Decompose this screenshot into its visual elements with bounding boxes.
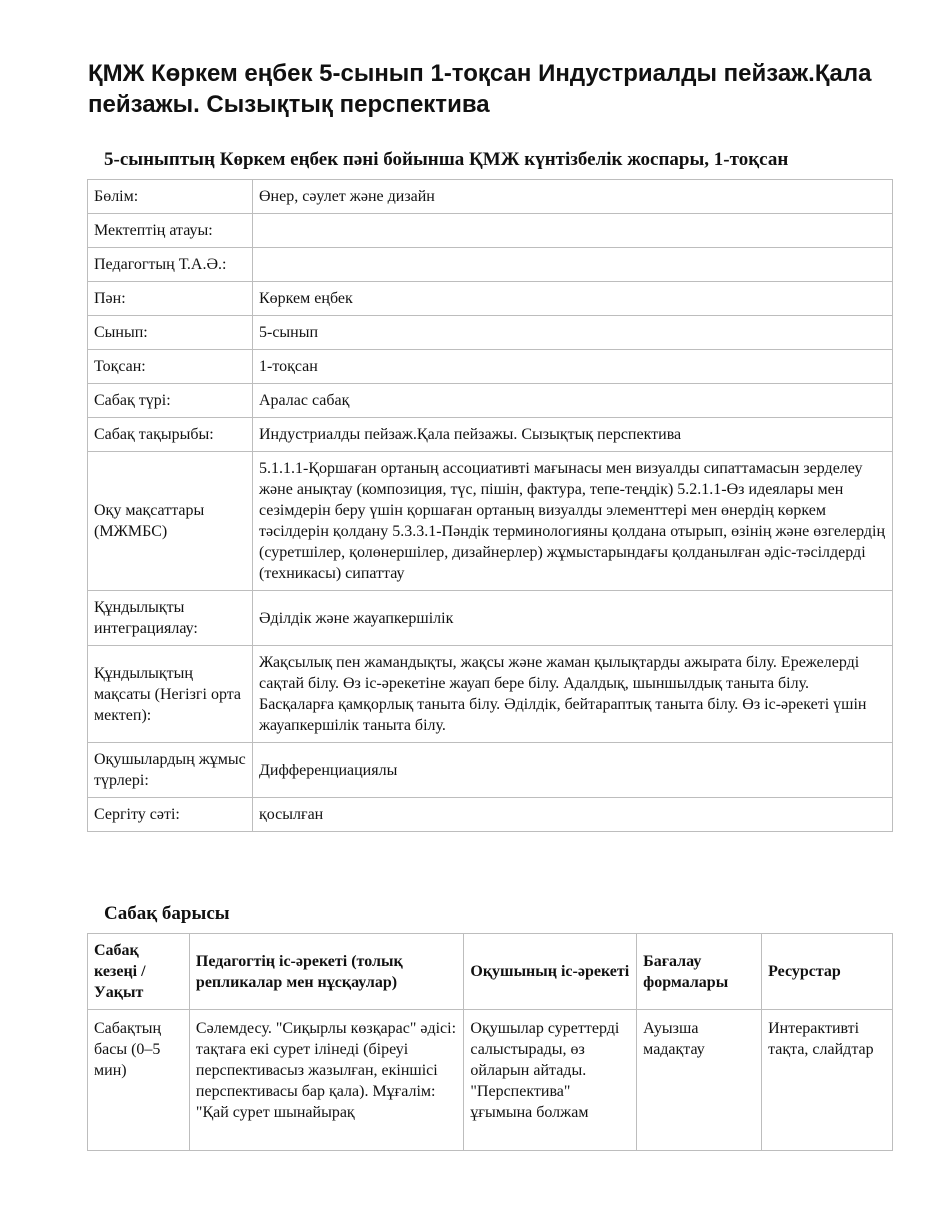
- plan-value: [253, 248, 893, 282]
- lesson-heading: Сабақ барысы: [104, 903, 230, 924]
- plan-value: Көркем еңбек: [253, 282, 893, 316]
- plan-heading: 5-сыныптың Көркем еңбек пәні бойынша ҚМЖ күнтізбелік жоспары, 1-тоқсан: [104, 149, 789, 170]
- column-header-stage: Сабақ кезеңі / Уақыт: [88, 934, 190, 1010]
- plan-value: қосылған: [253, 798, 893, 832]
- lesson-header-row: [88, 934, 893, 1010]
- plan-row-lesson-type: [88, 384, 893, 418]
- plan-label: Құндылықты интеграциялау:: [88, 591, 253, 646]
- plan-label: Сынып:: [88, 316, 253, 350]
- plan-row-subject: [88, 282, 893, 316]
- plan-label: Сабақ түрі:: [88, 384, 253, 418]
- stage-cell: [88, 1010, 190, 1151]
- resources-text: Интерактивті тақта, слайдтар: [768, 1020, 874, 1058]
- plan-row-school: [88, 214, 893, 248]
- plan-row-work-types: [88, 743, 893, 798]
- plan-row-value-integration: [88, 591, 893, 646]
- plan-row-objectives: [88, 452, 893, 591]
- column-header-student: Оқушының іс-әрекеті: [464, 934, 637, 1010]
- plan-value: Әділдік және жауапкершілік: [253, 591, 893, 646]
- plan-row-grade: [88, 316, 893, 350]
- plan-value: 1-тоқсан: [253, 350, 893, 384]
- plan-label: Құндылықтың мақсаты (Негізгі орта мектеп):: [88, 646, 253, 743]
- plan-label: Тоқсан:: [88, 350, 253, 384]
- column-header-teacher: Педагогтің іс-әрекеті (толық репликалар мен нұсқаулар): [189, 934, 463, 1010]
- assessment-cell: [637, 1010, 762, 1151]
- plan-row-section: [88, 180, 893, 214]
- plan-label: Сергіту сәті:: [88, 798, 253, 832]
- plan-value: 5-сынып: [253, 316, 893, 350]
- plan-row-teacher: [88, 248, 893, 282]
- teacher-text: Сәлемдесу. "Сиқырлы көзқарас" әдісі: тақтаға екі сурет ілінеді (біреуі перспективасыз жазылған, екіншісі перспективасы бар қала). Мұғалім: "Қай сурет шынайырақ: [195, 1020, 457, 1121]
- plan-label: Бөлім:: [88, 180, 253, 214]
- resources-cell: [762, 1010, 893, 1151]
- plan-label: Пән:: [88, 282, 253, 316]
- plan-value: Жақсылық пен жамандықты, жақсы және жаман қылықтарды ажырата білу. Ережелерді сақтай білу. Өз іс-әрекетіне жауап бере білу. Адалдық, шыншылдық таныта білу. Басқаларға қамқорлық таныта білу. Әділдік, бейтараптық таныта білу. Өз іс-әрекеті үшін жауапкершілік таныта білу.: [253, 646, 893, 743]
- table-row: [88, 1010, 893, 1151]
- plan-label: Оқу мақсаттары (МЖМБС): [88, 452, 253, 591]
- plan-row-topic: [88, 418, 893, 452]
- plan-value: Өнер, сәулет және дизайн: [253, 180, 893, 214]
- plan-value: [253, 214, 893, 248]
- plan-table: [87, 179, 893, 832]
- column-header-assessment: Бағалау формалары: [637, 934, 762, 1010]
- stage-text: Сабақтың басы (0–5 мин): [94, 1020, 162, 1079]
- plan-label: Мектептің атауы:: [88, 214, 253, 248]
- plan-value: Индустриалды пейзаж.Қала пейзажы. Сызықтық перспектива: [253, 418, 893, 452]
- plan-label: Оқушылардың жұмыс түрлері:: [88, 743, 253, 798]
- column-header-resources: Ресурстар: [762, 934, 893, 1010]
- plan-row-quarter: [88, 350, 893, 384]
- assessment-text: Ауызша мадақтау: [643, 1020, 705, 1058]
- plan-label: Педагогтың Т.А.Ә.:: [88, 248, 253, 282]
- teacher-cell: [189, 1010, 463, 1151]
- student-cell: [464, 1010, 637, 1151]
- plan-value: Дифференциациялы: [253, 743, 893, 798]
- plan-row-value-goal: [88, 646, 893, 743]
- plan-row-break: [88, 798, 893, 832]
- plan-label: Сабақ тақырыбы:: [88, 418, 253, 452]
- lesson-table: [87, 933, 893, 1151]
- plan-value: 5.1.1.1-Қоршаған ортаның ассоциативті мағынасы мен визуалды сипаттамасын зерделеу және анықтау (композиция, түс, пішін, фактура, тепе-теңдік) 5.2.1.1-Өз идеялары мен сезімдерін беру үшін қоршаған ортаның визуалды элементтері мен өнердің көркем тәсілдерін қолдану 5.3.3.1-Пәндік терминологияны қолдана отырып, өзінің және өзгелердің (суретшілер, қолөнершілер, дизайнерлер) жұмыстарындағы қолданылған әдіс-тәсілдерді (техникасы) сипаттау: [253, 452, 893, 591]
- document-title: ҚМЖ Көркем еңбек 5-сынып 1-тоқсан Индустриалды пейзаж.Қала пейзажы. Сызықтық перспектива: [88, 60, 872, 118]
- student-text: Оқушылар суреттерді салыстырады, өз ойларын айтады. "Перспектива" ұғымына болжам: [470, 1020, 620, 1121]
- plan-value: Аралас сабақ: [253, 384, 893, 418]
